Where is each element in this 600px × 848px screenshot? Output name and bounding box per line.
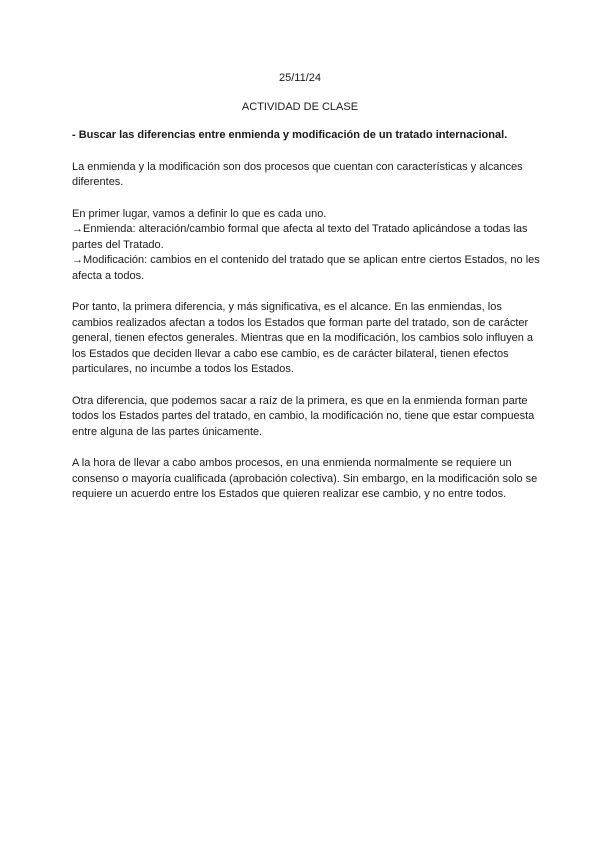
scope-paragraph: Por tanto, la primera diferencia, y más significativa, es el alcance. En las enmiendas, los cambios realizados afectan a todos los Estados que forman parte del tratado, son de carácter general, tienen efectos generales. Mientras que en la modificación, los cambios solo influyen a los Estados que deciden llevar a cabo ese cambio, es de carácter bilateral, tienen efectos particulares, no incumbe a todos los Estados. [72, 301, 534, 375]
definitions-block [72, 207, 540, 285]
task-heading: - Buscar las diferencias entre enmienda y modificación de un tratado internacional. [72, 129, 508, 141]
document-title: ACTIVIDAD DE CLASE [241, 101, 359, 113]
definition-enmienda: →Enmienda: alteración/cambio formal que afecta al texto del Tratado aplicándose a todas las partes del Tratado. [72, 223, 528, 251]
definition-modificacion: →Modificación: cambios en el contenido del tratado que se aplican entre ciertos Estados, no les afecta a todos. [72, 254, 540, 282]
intro-paragraph: La enmienda y la modificación son dos procesos que cuentan con características y alcances diferentes. [72, 160, 523, 188]
document-date: 25/11/24 [278, 72, 321, 84]
document-body [72, 128, 540, 519]
parties-paragraph: Otra diferencia, que podemos sacar a raíz de la primera, es que en la enmienda forman parte todos los Estados partes del tratado, en cambio, la modificación no, tiene que estar compuesta entre alguna de las partes únicamente. [72, 394, 535, 438]
process-paragraph: A la hora de llevar a cabo ambos procesos, en una enmienda normalmente se requiere un consenso o mayoría cualificada (aprobación colectiva). Sin embargo, en la modificación solo se requiere un acuerdo entre los Estados que quieren realizar ese cambio, y no entre todos. [72, 457, 538, 500]
definitions-lead: En primer lugar, vamos a definir lo que es cada uno. [72, 207, 327, 220]
